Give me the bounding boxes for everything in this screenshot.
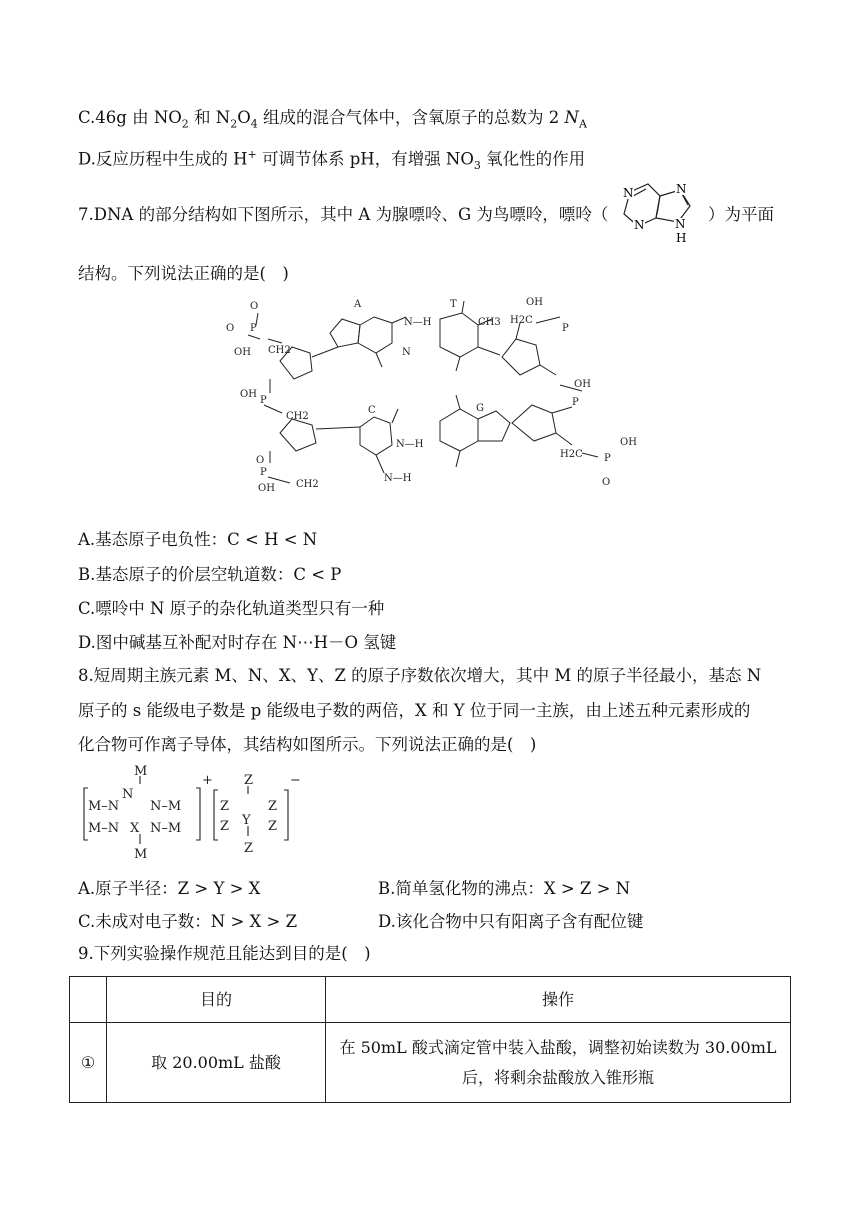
svg-text:N–M: N–M [150, 821, 182, 836]
q7-option-d: D.图中碱基互补配对时存在 N⋯H－O 氢键 [78, 633, 397, 652]
svg-text:Y: Y [242, 813, 251, 828]
q7-option-b: B.基态原子的价层空轨道数：C < P [78, 565, 342, 584]
svg-text:A: A [354, 299, 362, 310]
svg-text:Z: Z [244, 773, 254, 788]
svg-text:Z: Z [244, 841, 254, 856]
svg-text:CH2: CH2 [268, 345, 291, 356]
q9-stem: 9.下列实验操作规范且能达到目的是( ) [78, 944, 371, 963]
svg-text:OH: OH [234, 347, 251, 358]
q7-stem-line1b: ）为平面 [708, 205, 774, 224]
svg-text:M: M [134, 847, 148, 862]
q8-stem-line1: 8.短周期主族元素 M、N、X、Y、Z 的原子序数依次增大，其中 M 的原子半径最小，基态 N [78, 666, 762, 685]
svg-text:OH: OH [574, 379, 591, 390]
q8-option-a: A.原子半径：Z > Y > X [78, 879, 261, 898]
q7-stem-line2: 结构。下列说法正确的是( ) [78, 264, 289, 283]
row-number: ① [70, 1023, 107, 1103]
svg-text:OH: OH [620, 437, 637, 448]
row-purpose: 取 20.00mL 盐酸 [107, 1023, 326, 1103]
svg-text:CH2: CH2 [296, 479, 319, 490]
svg-text:H2C: H2C [560, 449, 583, 460]
svg-text:+: + [202, 773, 213, 788]
row-operation [326, 1023, 791, 1103]
svg-text:N–M: N–M [150, 799, 182, 814]
q8-stem-line2: 原子的 s 能级电子数是 p 能级电子数的两倍，X 和 Y 位于同一主族，由上述五种元素形成的 [78, 701, 751, 720]
svg-text:N—H: N—H [404, 317, 432, 328]
svg-text:O: O [256, 455, 265, 466]
q8-option-b: B.简单氢化物的沸点：X > Z > N [378, 879, 631, 898]
svg-text:N: N [402, 347, 411, 358]
q8-ionic-structure [80, 764, 320, 868]
table-row [70, 1023, 791, 1103]
q7-stem-line1: 7.DNA 的部分结构如下图所示，其中 A 为腺嘌呤、G 为鸟嘌呤，嘌呤（ [78, 205, 609, 224]
svg-text:H2C: H2C [510, 315, 533, 326]
operation-line: 在 50mL 酸式滴定管中装入盐酸，调整初始读数为 30.00mL [339, 1037, 777, 1057]
purine-n1: N [623, 186, 634, 200]
svg-text:P: P [250, 323, 257, 334]
svg-text:Z: Z [220, 819, 230, 834]
svg-text:P: P [604, 453, 611, 464]
svg-text:O: O [226, 323, 235, 334]
table-header-cell: 目的 [107, 977, 326, 1023]
table-header-cell: 操作 [326, 977, 791, 1023]
svg-text:M: M [134, 764, 148, 779]
purine-h: H [676, 231, 687, 245]
q9-table [69, 976, 791, 1103]
purine-structure [612, 180, 702, 250]
q8-option-c: C.未成对电子数：N > X > Z [78, 912, 298, 931]
purine-n9: N [675, 217, 686, 231]
svg-text:M–N: M–N [88, 821, 120, 836]
svg-text:OH: OH [240, 389, 257, 400]
purine-n7: N [676, 182, 687, 196]
svg-text:OH: OH [258, 483, 275, 494]
svg-text:G: G [476, 403, 484, 414]
svg-text:P: P [572, 397, 579, 408]
svg-text:O: O [250, 301, 259, 312]
table-header-cell [70, 977, 107, 1023]
svg-text:N: N [122, 787, 134, 802]
svg-text:C: C [368, 405, 376, 416]
svg-text:M–N: M–N [88, 799, 120, 814]
svg-text:X: X [130, 821, 140, 836]
svg-text:P: P [562, 323, 569, 334]
q7-option-a: A.基态原子电负性：C < H < N [78, 530, 318, 549]
operation-line: 后，将剩余盐酸放入锥形瓶 [461, 1067, 654, 1087]
q6-option-d: D.反应历程中生成的 H+ 可调节体系 pH，有增强 $NO_3$ 氧化性的作用 [78, 148, 586, 172]
table-header-row [70, 977, 791, 1023]
purine-n3: N [634, 218, 645, 232]
svg-text:O: O [602, 477, 611, 488]
svg-text:P: P [260, 395, 267, 406]
svg-text:N—H: N—H [396, 439, 424, 450]
dna-structure-diagram [220, 295, 650, 509]
svg-text:Z: Z [268, 819, 278, 834]
svg-text:CH3: CH3 [478, 317, 501, 328]
svg-text:Z: Z [220, 799, 230, 814]
svg-text:Z: Z [268, 799, 278, 814]
svg-text:N—H: N—H [384, 473, 412, 484]
q8-option-d: D.该化合物中只有阳离子含有配位键 [378, 912, 644, 931]
q8-stem-line3: 化合物可作离子导体，其结构如图所示。下列说法正确的是( ) [78, 735, 537, 754]
q7-option-c: C.嘌呤中 N 原子的杂化轨道类型只有一种 [78, 599, 385, 618]
q6-option-c: C.46g 由 $NO_2$ 和 $N_2O_4$ 组成的混合气体中，含氧原子的总数为 2 $N_A$ [78, 108, 587, 131]
svg-text:P: P [260, 467, 267, 478]
svg-text:OH: OH [526, 297, 543, 308]
svg-text:−: − [290, 773, 301, 788]
svg-text:CH2: CH2 [286, 411, 309, 422]
svg-text:T: T [450, 299, 457, 310]
